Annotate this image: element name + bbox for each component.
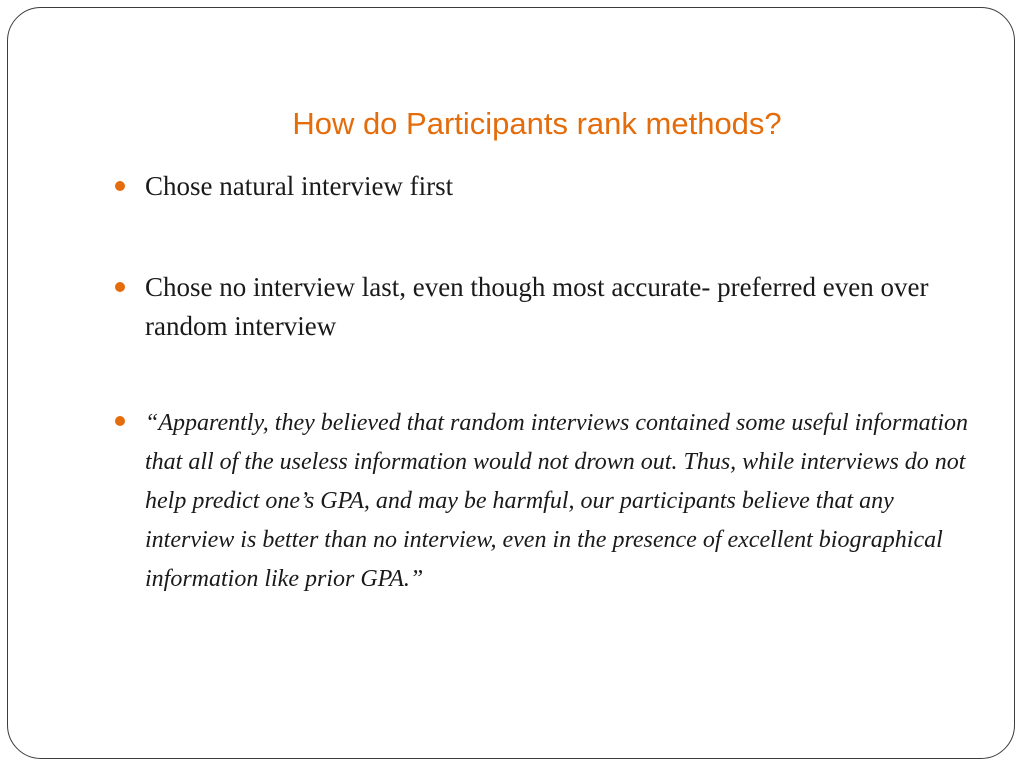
bullet-item [112,166,972,206]
quote-text: “Apparently, they believed that random interviews contained some useful information that all of the useless information would not drown out. Thus, while interviews do not help predict one’s GPA, and may be harmful, our participants believe that any interview is better than no interview, even in the presence of excellent biographical information like prior GPA.” [145,410,968,592]
bullet-item [112,268,972,346]
bullet-item-quote [112,404,972,599]
bullet-list [112,166,972,599]
slide-title: How do Participants rank methods? [292,106,782,141]
bullet-dot-icon [115,416,125,426]
bullet-text: Chose no interview last, even though most accurate- preferred even over random interview [145,272,929,341]
bullet-text: Chose natural interview first [145,171,454,201]
bullet-dot-icon [115,282,125,292]
bullet-dot-icon [115,181,125,191]
